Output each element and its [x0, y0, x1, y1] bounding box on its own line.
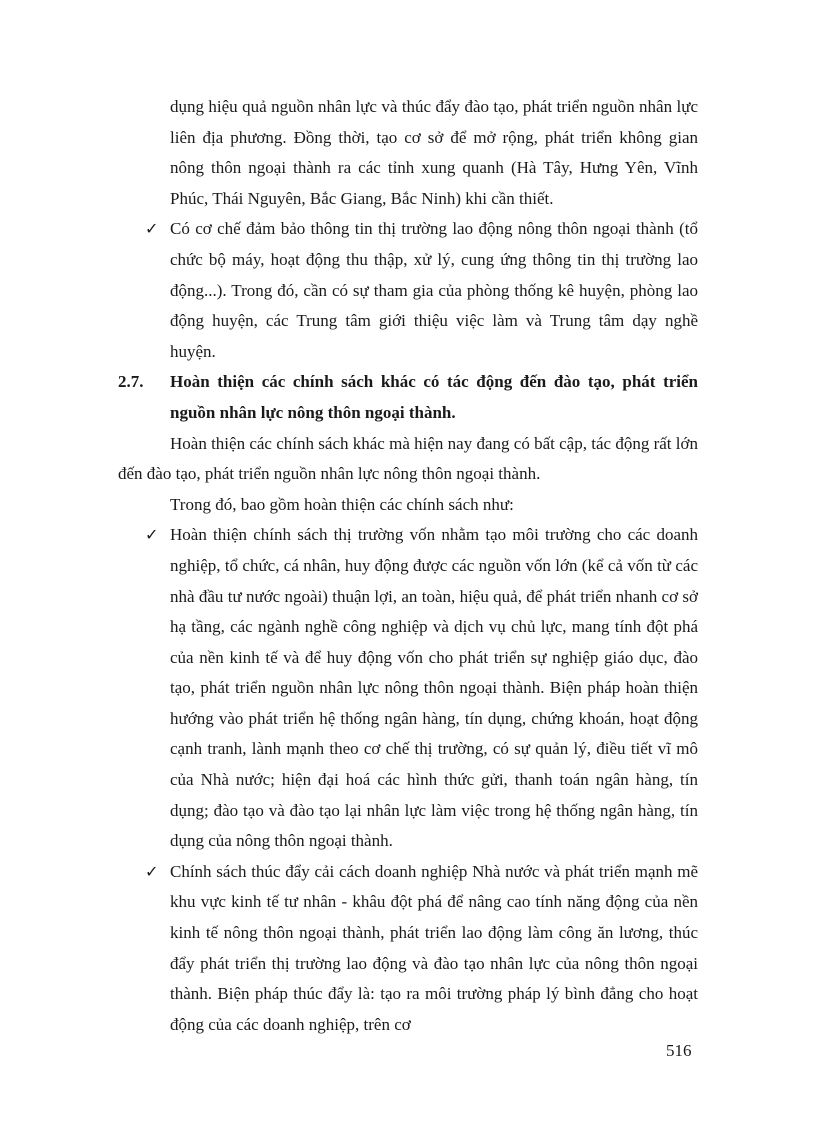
section-heading	[118, 367, 698, 428]
bullet-text: Chính sách thúc đẩy cải cách doanh nghiệp Nhà nước và phát triển mạnh mẽ khu vực kinh tế tư nhân - khâu đột phá để nâng cao tính năng động của nền kinh tế nông thôn ngoại thành, phát triển lao động làm công ăn lương, thúc đẩy phát triển thị trường lao động và đào tạo nhân lực của nông thôn ngoại thành. Biện pháp thúc đẩy là: tạo ra môi trường pháp lý bình đẳng cho hoạt động của các doanh nghiệp, trên cơ	[170, 861, 698, 1034]
body-paragraph-intro: Trong đó, bao gồm hoàn thiện các chính sách như:	[170, 494, 514, 514]
body-paragraph: Hoàn thiện các chính sách khác mà hiện nay đang có bất cập, tác động rất lớn đến đào tạo, phát triển nguồn nhân lực nông thôn ngoại thành.	[118, 433, 698, 484]
bullet-item-labor-market-info	[118, 214, 698, 367]
section-number: 2.7.	[118, 372, 144, 392]
page-number: 516	[666, 1041, 692, 1060]
section-title: Hoàn thiện các chính sách khác có tác động đến đào tạo, phát triển nguồn nhân lực nông thôn ngoại thành.	[170, 372, 698, 422]
continuation-paragraph: dụng hiệu quả nguồn nhân lực và thúc đẩy đào tạo, phát triển nguồn nhân lực liên địa phương. Đồng thời, tạo cơ sở để mở rộng, phát triển không gian nông thôn ngoại thành ra các tỉnh xung quanh (Hà Tây, Hưng Yên, Vĩnh Phúc, Thái Nguyên, Bắc Giang, Bắc Ninh) khi cần thiết.	[170, 97, 698, 208]
bullet-text: Hoàn thiện chính sách thị trường vốn nhằm tạo môi trường cho các doanh nghiệp, tổ chức, cá nhân, huy động được các nguồn vốn lớn (kể cả vốn từ các nhà đầu tư nước ngoài) thuận lợi, an toàn, hiệu quả, để phát triển nhanh cơ sở hạ tầng, các ngành nghề công nghiệp và dịch vụ chủ lực, mang tính đột phá của nền kinh tế và để huy động vốn cho phát triển sự nghiệp giáo dục, đào tạo, phát triển nguồn nhân lực nông thôn ngoại thành. Biện pháp hoàn thiện hướng vào phát triển hệ thống ngân hàng, tín dụng, chứng khoán, hoạt động cạnh tranh, lành mạnh theo cơ chế thị trường, có sự quản lý, điều tiết vĩ mô của Nhà nước; hiện đại hoá các hình thức gửi, thanh toán ngân hàng, tín dụng; đào tạo và đào tạo lại nhân lực làm việc trong hệ thống ngân hàng, tín dụng của nông thôn ngoại thành.	[170, 525, 698, 851]
bullet-text: Có cơ chế đảm bảo thông tin thị trường lao động nông thôn ngoại thành (tổ chức bộ máy, hoạt động thu thập, xử lý, cung ứng thông tin thị trường lao động...). Trong đó, cần có sự tham gia của phòng thống kê huyện, phòng lao động huyện, các Trung tâm giới thiệu việc làm và Trung tâm dạy nghề huyện.	[170, 219, 698, 361]
page-content	[118, 92, 698, 1040]
bullet-item-capital-market	[118, 520, 698, 857]
bullet-item-enterprise-reform	[118, 857, 698, 1041]
checkmark-icon: ✓	[145, 861, 159, 881]
checkmark-icon: ✓	[145, 525, 159, 545]
checkmark-icon: ✓	[145, 219, 159, 239]
